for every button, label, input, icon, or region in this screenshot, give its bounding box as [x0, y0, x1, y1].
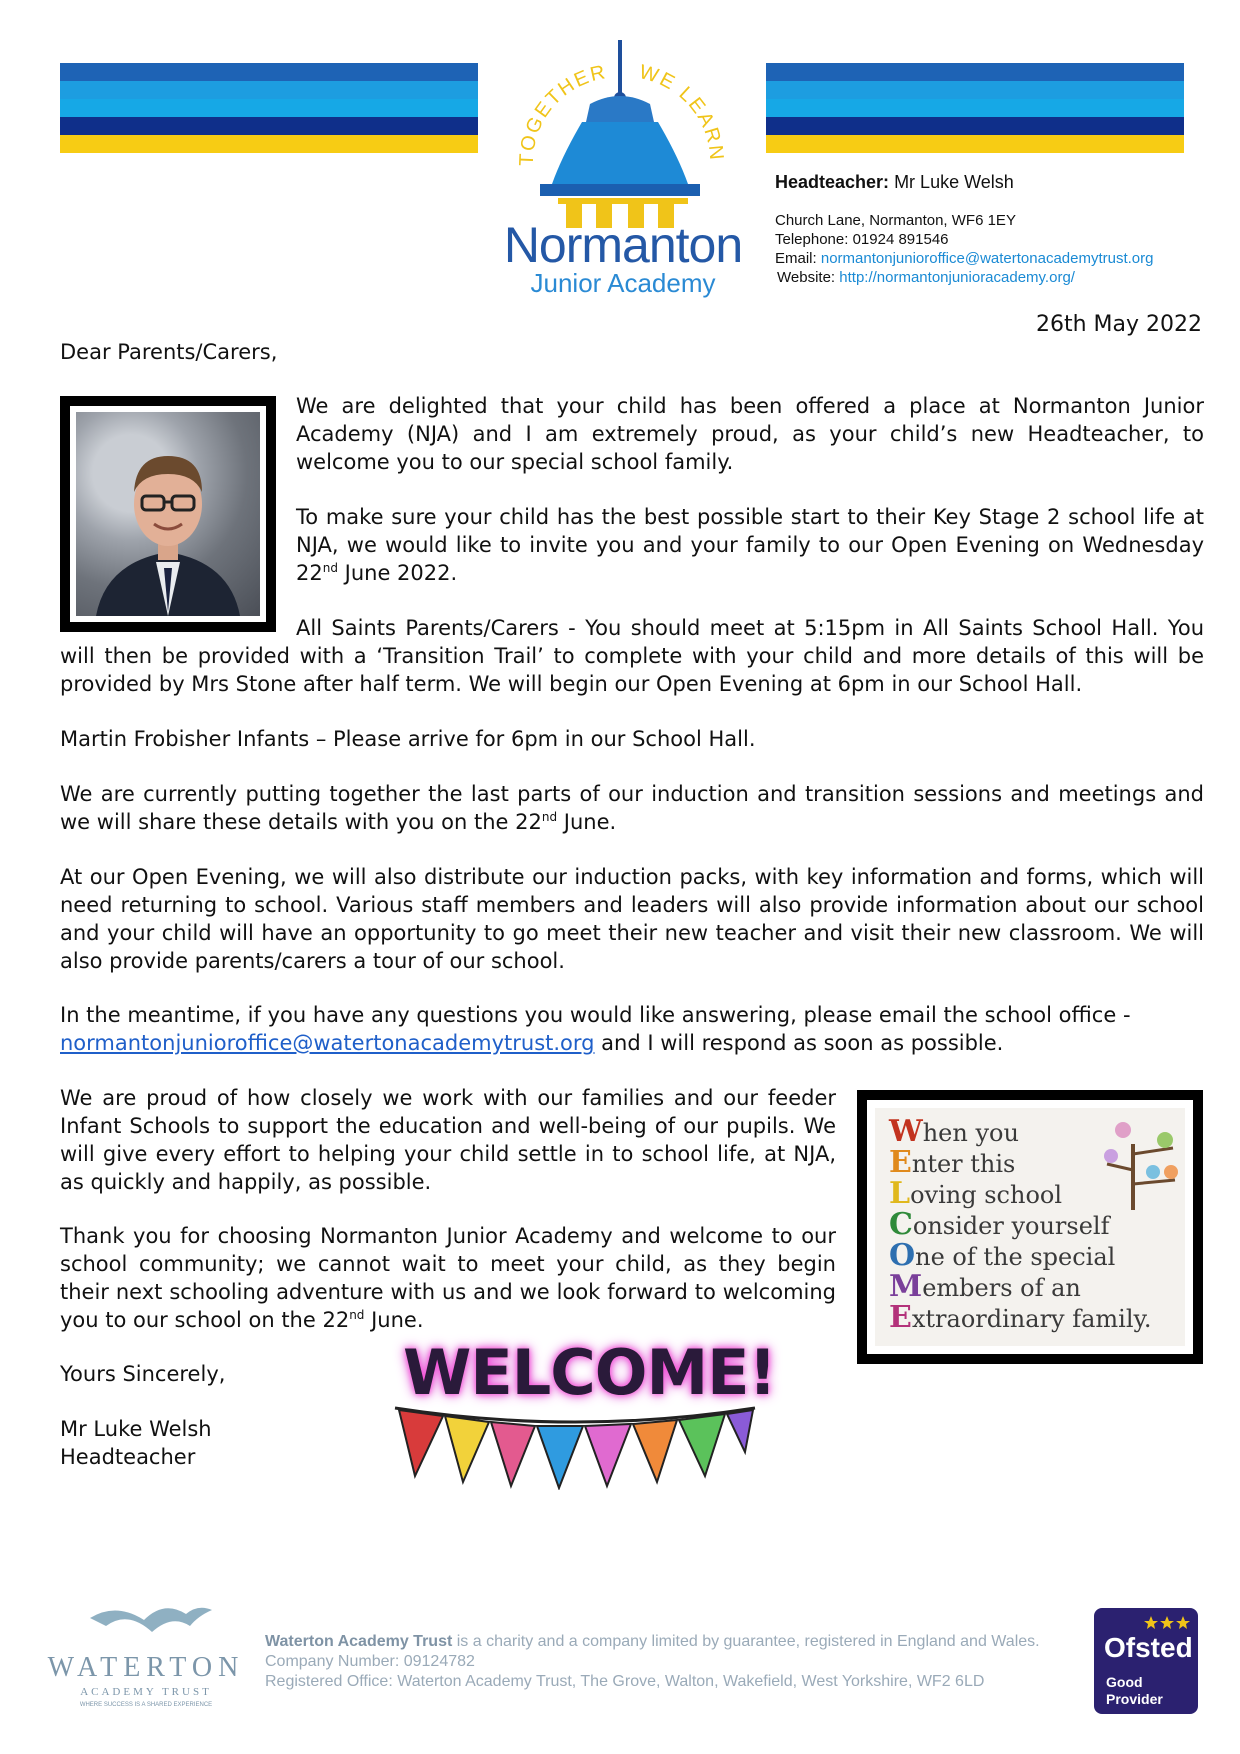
headteacher-line	[775, 172, 1215, 193]
footer-line-1	[265, 1632, 1040, 1652]
headteacher-name: Mr Luke Welsh	[894, 172, 1014, 192]
signatory-name: Mr Luke Welsh	[60, 1417, 212, 1441]
poster-line-capital: C	[889, 1207, 913, 1242]
waterton-logo	[36, 1596, 256, 1716]
paragraph-5	[60, 780, 1204, 836]
paragraph-3-text: All Saints Parents/Carers - You should meet at 5:15pm in All Saints School Hall. You will then be provided with a ‘Transition Trail’ to complete with your child and more details of this will be provided by Mrs Stone after half term. We will begin our Open Evening at 6pm in our School Hall.	[60, 616, 1204, 696]
headteacher-label: Headteacher:	[775, 172, 890, 192]
website-link[interactable]: http://normantonjunioracademy.org/	[839, 269, 1075, 286]
footer-trust-name: Waterton Academy Trust	[265, 1633, 453, 1650]
paragraph-2-text-b: June 2022.	[337, 561, 458, 585]
portrait-image	[76, 412, 260, 616]
poster-line-capital: W	[889, 1114, 923, 1149]
email-label: Email:	[775, 250, 817, 267]
poster-line-rest: nter this	[911, 1150, 1016, 1178]
poster-line-capital: M	[889, 1269, 923, 1304]
ofsted-badge	[1094, 1608, 1198, 1714]
ofsted-line-1: Good	[1106, 1674, 1143, 1690]
website-label: Website:	[777, 269, 836, 286]
poster-line-rest: hen you	[922, 1119, 1019, 1147]
footer-line-1-rest: is a charity and a company limited by guarantee, registered in England and Wales.	[452, 1633, 1040, 1650]
school-logo	[478, 36, 768, 306]
paragraph-8-text: We are proud of how closely we work with our families and our feeder Infant Schools to support the education and well-being of our pupils. We will give every effort to helping your child settle in to school life, at NJA, as quickly and happily, as possible.	[60, 1086, 836, 1194]
poster-line	[889, 1114, 1019, 1149]
poster-line-rest: oving school	[910, 1181, 1063, 1209]
paragraph-9	[60, 1222, 836, 1334]
paragraph-9-sup: nd	[349, 1308, 365, 1322]
paragraph-3	[60, 614, 1204, 698]
poster-line	[889, 1145, 1015, 1180]
paragraph-1-text: We are delighted that your child has been offered a place at Normanton Junior Academy (NJA) and I am extremely proud, as your child’s new Headteacher, to welcome you to our special school family.	[296, 394, 1204, 474]
footer-line-2: Company Number: 09124782	[265, 1653, 475, 1670]
poster-line-capital: E	[889, 1300, 912, 1335]
paragraph-6-text: At our Open Evening, we will also distribute our induction packs, with key information and forms, which will need returning to school. Various staff members and leaders will also provide information about our school and your child will have an opportunity to go meet their new teacher and visit their new classroom. We will also provide parents/carers a tour of our school.	[60, 865, 1204, 973]
waterton-logo-sub: ACADEMY TRUST	[80, 1686, 212, 1698]
contact-block	[775, 172, 1215, 287]
website-line	[777, 268, 1215, 287]
poster-line	[889, 1269, 1081, 1304]
paragraph-9-text-b: June.	[364, 1308, 424, 1332]
logo-subname: Junior Academy	[530, 268, 716, 298]
poster-line	[889, 1176, 1062, 1211]
office-email-link[interactable]: normantonjunioroffice@watertonacademytrust.org	[60, 1031, 595, 1055]
paragraph-2-sup: nd	[322, 561, 338, 575]
paragraph-5-sup: nd	[541, 810, 558, 824]
poster-line-capital: E	[889, 1145, 912, 1180]
paragraph-2-text-a: To make sure your child has the best possible start to their Key Stage 2 school life at NJA, we would like to invite you and your family to our Open Evening on Wednesday 22	[296, 505, 1204, 585]
stars-icon	[1144, 1616, 1190, 1630]
birds-icon	[86, 1596, 216, 1642]
paragraph-4-text: Martin Frobisher Infants – Please arrive for 6pm in our School Hall.	[60, 727, 756, 751]
footer-text	[265, 1632, 1040, 1692]
footer-line-3: Registered Office: Waterton Academy Trust, The Grove, Walton, Wakefield, West Yorkshire, WF2 6LD	[265, 1673, 985, 1690]
poster-line	[889, 1238, 1115, 1273]
poster-line	[889, 1300, 1152, 1335]
closing: Yours Sincerely,	[60, 1362, 226, 1386]
waterton-logo-tag: WHERE SUCCESS IS A SHARED EXPERIENCE	[79, 1702, 213, 1708]
welcome-poster	[857, 1090, 1203, 1364]
email-link[interactable]: normantonjunioroffice@watertonacademytrust.org	[820, 250, 1154, 267]
salutation: Dear Parents/Carers,	[60, 340, 278, 364]
owl-tree-icon	[1103, 1114, 1183, 1210]
poster-line-rest: embers of an	[922, 1274, 1081, 1302]
signatory-title: Headteacher	[60, 1445, 196, 1469]
poster-line-rest: onsider yourself	[912, 1212, 1110, 1240]
header-stripes-right	[766, 63, 1184, 153]
logo-arc-left: TOGETHER	[515, 61, 609, 167]
poster-line-rest: ne of the special	[915, 1243, 1116, 1271]
header-stripes-left	[60, 63, 478, 153]
paragraph-4	[60, 725, 1204, 753]
poster-line-capital: L	[889, 1176, 911, 1211]
telephone-number: 01924 891546	[852, 231, 949, 248]
paragraph-2	[296, 503, 1204, 587]
ofsted-line-2: Provider	[1106, 1691, 1163, 1707]
poster-line	[889, 1207, 1109, 1242]
waterton-logo-name: WATERTON	[47, 1652, 245, 1683]
logo-name: Normanton	[503, 217, 743, 273]
telephone-label: Telephone:	[775, 231, 849, 248]
welcome-banner-text: WELCOME!	[403, 1336, 776, 1409]
email-line	[775, 249, 1215, 268]
paragraph-1	[296, 392, 1204, 476]
paragraph-7-text-b: and I will respond as soon as possible.	[594, 1031, 1004, 1055]
paragraph-9-text-a: Thank you for choosing Normanton Junior Academy and welcome to our school community; we cannot wait to meet your child, as they begin their next schooling adventure with us and we look forward to welcoming you to our school on the 22	[60, 1224, 836, 1332]
poster-line-capital: O	[889, 1238, 916, 1273]
paragraph-8	[60, 1084, 836, 1196]
paragraph-6	[60, 863, 1204, 975]
bunting-icon	[385, 1392, 765, 1490]
headteacher-photo	[60, 396, 276, 632]
telephone-line	[775, 230, 1215, 249]
paragraph-5-text-a: We are currently putting together the last parts of our induction and transition sessions and meetings and we will share these details with you on the 22	[60, 782, 1204, 834]
poster-line-rest: xtraordinary family.	[911, 1305, 1152, 1333]
address: Church Lane, Normanton, WF6 1EY	[775, 212, 1016, 229]
paragraph-5-text-b: June.	[557, 810, 617, 834]
ofsted-name: Ofsted	[1104, 1632, 1193, 1663]
paragraph-7	[60, 1001, 1204, 1057]
letter-date: 26th May 2022	[1035, 312, 1202, 337]
logo-arc-right: WE LEARN	[636, 61, 728, 163]
paragraph-7-text-a: In the meantime, if you have any questions you would like answering, please email the school office -	[60, 1003, 1131, 1027]
welcome-banner	[385, 1330, 776, 1490]
